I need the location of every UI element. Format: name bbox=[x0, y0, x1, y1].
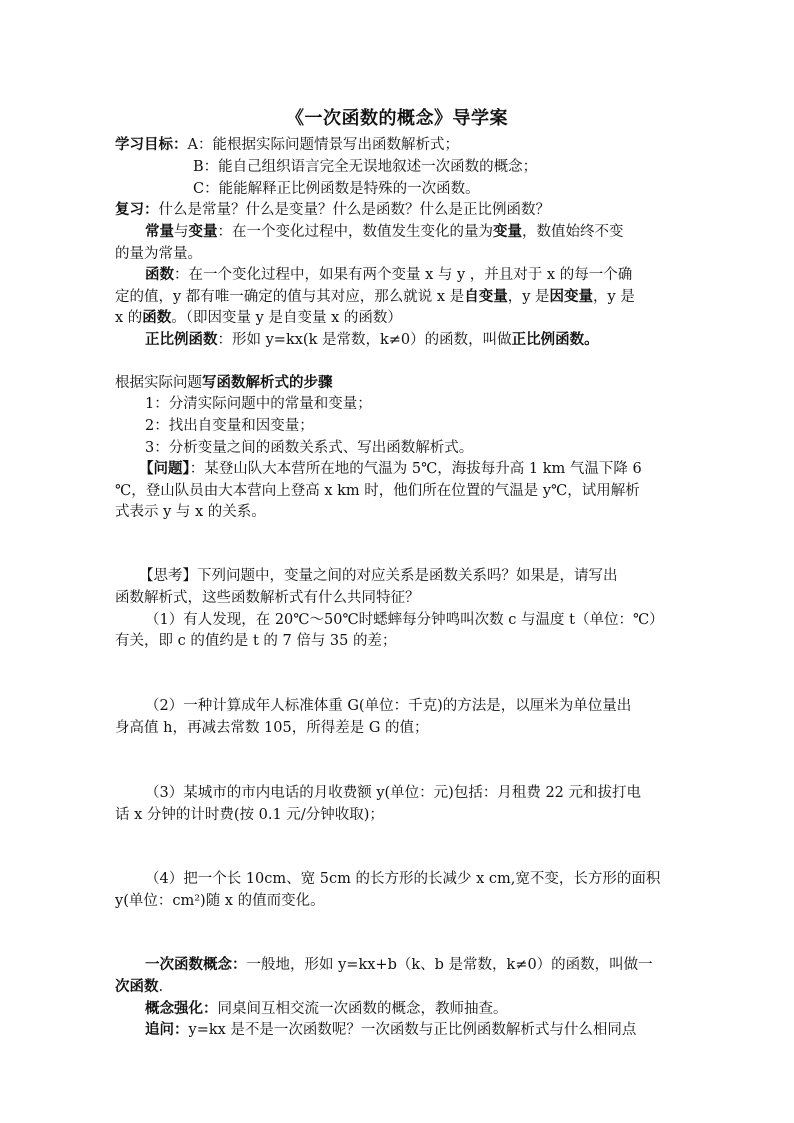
objectives-label: 学习目标： bbox=[115, 136, 188, 153]
followup-label: 追问： bbox=[145, 1021, 189, 1038]
step-2: 2：找出自变量和因变量； bbox=[145, 418, 314, 434]
problem-line-2: ℃，登山队员由大本营向上登高 x km 时，他们所在位置的气温是 y℃，试用解析 bbox=[115, 483, 640, 499]
question-1-line-1: （1）有人发现，在 20℃～50℃时蟋蟀每分钟鸣叫次数 c 与温度 t（单位：℃） bbox=[145, 612, 664, 628]
const-var-text: ：在一个变化过程中，数值发生变化的量为 bbox=[217, 224, 493, 240]
step-3: 3：分析变量之间的函数关系式、写出函数解析式。 bbox=[145, 440, 474, 456]
concept-text-1: 一般地，形如 y=kx+b（k、b 是常数，k≠0）的函数，叫做一 bbox=[246, 957, 653, 973]
term-function: 函数 bbox=[145, 266, 174, 283]
concept-line-1 bbox=[145, 954, 653, 976]
concept-period: . bbox=[158, 979, 164, 995]
objective-b: B：能自己组织语言完全无误地叙述一次函数的概念； bbox=[193, 159, 538, 175]
const-var-line-2: 的量为常量。 bbox=[115, 246, 202, 262]
function-line-1 bbox=[145, 264, 632, 286]
term-independent-variable: 自变量 bbox=[464, 288, 508, 305]
concept-term: 次函数 bbox=[115, 978, 159, 995]
function-text-1: ：在一个变化过程中，如果有两个变量 x 与 y ，并且对于 x 的每一个确 bbox=[174, 267, 633, 283]
term-proportional-function-2: 正比例函数。 bbox=[511, 331, 599, 348]
steps-intro-b: 写函数解析式的步骤 bbox=[202, 374, 333, 391]
term-function-2: 函数 bbox=[142, 309, 172, 326]
const-var-and: 与 bbox=[174, 224, 189, 240]
concept-label: 一次函数概念： bbox=[145, 956, 247, 973]
problem-text-1: ：某登山队大本营所在地的气温为 5℃，海拔每升高 1 km 气温下降 6 bbox=[189, 461, 642, 477]
reinforce-text: 同桌间互相交流一次函数的概念，教师抽查。 bbox=[217, 1001, 508, 1017]
think-line-1: 【思考】下列问题中，变量之间的对应关系是函数关系吗？如果是，请写出 bbox=[139, 568, 618, 584]
const-var-text-2: ，数值始终不变 bbox=[522, 224, 624, 240]
function-text-2c: ，y 是 bbox=[507, 289, 550, 305]
problem-line-3: 式表示 y 与 x 的关系。 bbox=[115, 504, 266, 520]
objective-a: A：能根据实际问题情景写出函数解析式； bbox=[187, 137, 459, 153]
problem-label: 【问题】 bbox=[139, 460, 190, 477]
function-text-3a: x 的 bbox=[115, 310, 143, 326]
function-text-2e: ，y 是 bbox=[593, 289, 635, 305]
reinforce-line bbox=[145, 998, 508, 1020]
followup-line bbox=[145, 1019, 636, 1041]
review-line bbox=[115, 199, 550, 221]
question-3-line-2: 话 x 分钟的计时费(按 0.1 元/分钟收取)； bbox=[115, 807, 384, 823]
term-variable-2: 变量 bbox=[493, 223, 522, 240]
proportional-line bbox=[145, 329, 599, 351]
concept-line-2 bbox=[115, 976, 163, 998]
problem-line-1 bbox=[139, 458, 642, 480]
objectives-line-a bbox=[115, 134, 459, 156]
question-3-line-1: （3）某城市的市内电话的月收费额 y(单位：元)包括：月租费 22 元和拔打电 bbox=[145, 785, 642, 801]
function-text-3c: 。（即因变量 y 是自变量 x 的函数） bbox=[171, 310, 402, 326]
question-4-line-1: （4）把一个长 10cm、宽 5cm 的长方形的长减少 x cm,宽不变，长方形的面积 bbox=[145, 871, 661, 887]
objective-c: C：能能解释正比例函数是特殊的一次函数。 bbox=[193, 181, 480, 197]
function-line-3 bbox=[115, 307, 402, 329]
steps-intro-a: 根据实际问题 bbox=[115, 375, 202, 391]
question-2-line-1: （2）一种计算成年人标准体重 G(单位：千克)的方法是，以厘米为单位量出 bbox=[145, 698, 632, 714]
question-1-line-2: 有关，即 c 的值约是 t 的 7 倍与 35 的差； bbox=[115, 633, 397, 649]
term-constant: 常量 bbox=[145, 223, 174, 240]
function-text-2a: 定的值，y 都有唯一确定的值与其对应，那么就说 x 是 bbox=[115, 289, 465, 305]
term-proportional-function: 正比例函数 bbox=[145, 331, 218, 348]
term-variable: 变量 bbox=[188, 223, 218, 240]
step-1: 1：分清实际问题中的常量和变量； bbox=[145, 396, 372, 412]
function-line-2 bbox=[115, 286, 635, 308]
review-question: 什么是常量？什么是变量？什么是函数？什么是正比例函数？ bbox=[158, 202, 550, 218]
proportional-text: ：形如 y=kx(k 是常数，k≠0）的函数，叫做 bbox=[217, 332, 512, 348]
followup-text: y=kx 是不是一次函数呢？一次函数与正比例函数解析式与什么相同点 bbox=[188, 1022, 637, 1038]
const-var-line-1 bbox=[145, 221, 624, 243]
term-dependent-variable: 因变量 bbox=[549, 288, 594, 305]
question-4-line-2: y(单位：cm²)随 x 的值而变化。 bbox=[115, 893, 325, 909]
document-title: 《一次函数的概念》导学案 bbox=[286, 108, 508, 129]
steps-intro bbox=[115, 372, 333, 394]
think-line-2: 函数解析式，这些函数解析式有什么共同特征？ bbox=[115, 590, 420, 606]
review-label: 复习： bbox=[115, 201, 159, 218]
question-2-line-2: 身高值 h，再减去常数 105，所得差是 G 的值； bbox=[115, 720, 429, 736]
reinforce-label: 概念强化： bbox=[145, 1000, 218, 1017]
